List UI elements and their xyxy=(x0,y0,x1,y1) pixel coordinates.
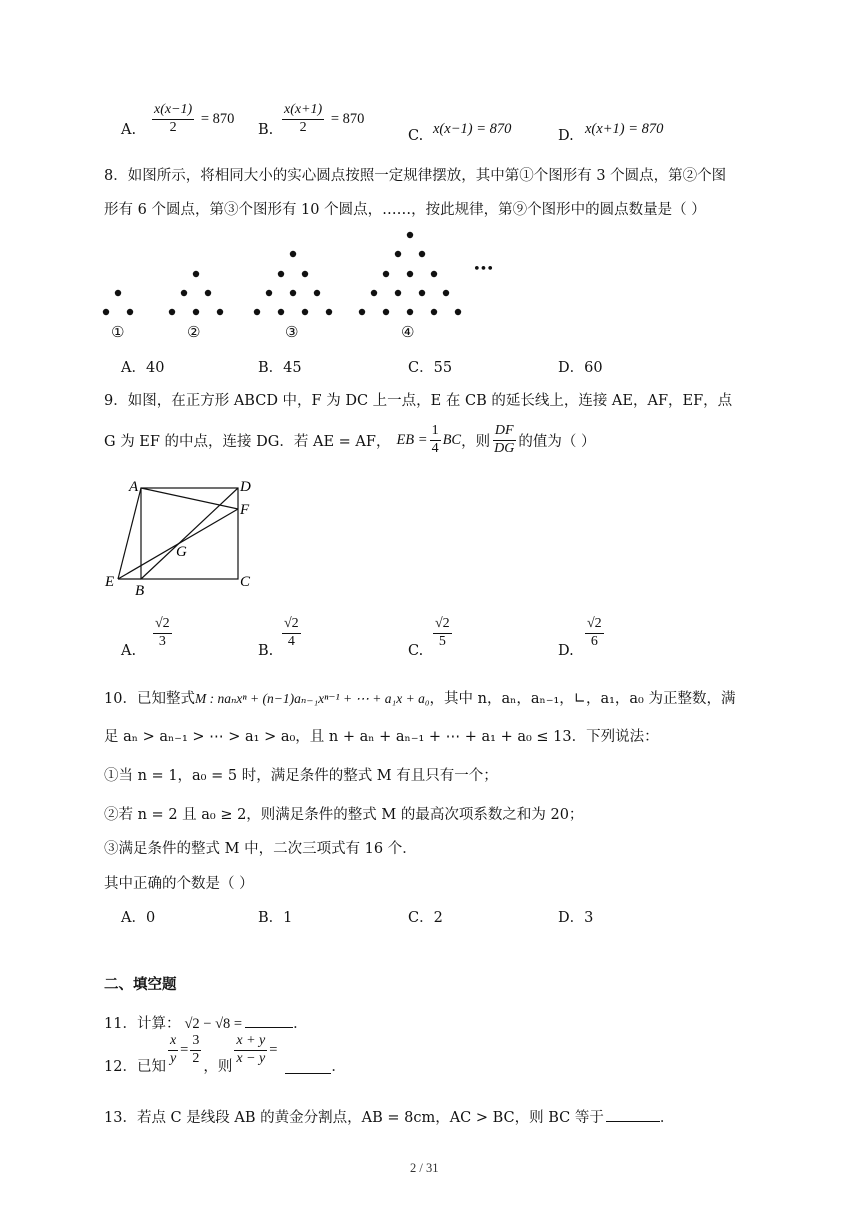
q9-option-d: D. xyxy=(558,643,574,659)
equals-sign: = xyxy=(180,1041,189,1058)
sqrt-expression: √2 − √8 = xyxy=(184,1016,243,1032)
q8-dot-figure xyxy=(96,222,506,347)
q8-option-d: D．60 xyxy=(558,360,603,376)
fraction-denominator: 2 xyxy=(192,1050,200,1066)
q13 xyxy=(104,1106,674,1127)
fraction-numerator: √2 xyxy=(585,617,604,634)
q7-option-b-expr xyxy=(280,103,364,135)
stem-text: 的值为（ ） xyxy=(518,433,596,450)
answer-blank[interactable] xyxy=(285,1073,331,1074)
stem-text: 12．已知 xyxy=(104,1059,166,1076)
fraction-numerator: √2 xyxy=(282,617,301,634)
answer-blank[interactable] xyxy=(606,1121,660,1122)
equation-rhs: = 870 xyxy=(200,111,235,128)
figure-ellipsis: ••• xyxy=(473,262,494,277)
fraction-denominator: x − y xyxy=(236,1050,266,1066)
fraction-numerator: 3 xyxy=(190,1034,201,1051)
q9-option-a-expr xyxy=(151,617,174,649)
point-label-c: C xyxy=(240,574,251,590)
option-letter: D. xyxy=(558,128,574,144)
fraction-denominator: DG xyxy=(494,440,515,456)
equation-rhs: = 870 xyxy=(330,111,365,128)
fraction-denominator: 4 xyxy=(287,633,295,649)
fraction-denominator: 3 xyxy=(158,633,166,649)
answer-blank[interactable] xyxy=(245,1027,293,1028)
equals-sign: = xyxy=(269,1041,278,1058)
q7-option-c xyxy=(408,128,423,144)
point-label-g: G xyxy=(176,544,187,560)
q8-option-a: A．40 xyxy=(121,360,165,376)
q7-option-b xyxy=(258,122,273,138)
q10-option-d: D．3 xyxy=(558,910,594,926)
figure-label-4: ④ xyxy=(401,323,415,341)
fraction-denominator: 4 xyxy=(431,440,439,456)
fraction-numerator: x + y xyxy=(234,1034,267,1051)
point-label-a: A xyxy=(129,479,139,495)
q9-option-a: A. xyxy=(121,643,137,659)
fraction-denominator: 5 xyxy=(438,633,446,649)
q10-option-b: B．1 xyxy=(258,910,293,926)
q11 xyxy=(104,1012,308,1033)
fraction-numerator: 1 xyxy=(430,424,441,441)
q9-option-b-expr xyxy=(280,617,303,649)
stem-text: 10．已知整式 xyxy=(104,691,195,707)
stem-text: ． xyxy=(331,1059,346,1076)
point-label-b: B xyxy=(135,583,145,599)
stem-text: ，则 xyxy=(461,433,491,450)
polynomial-expression: M : naₙxⁿ + (n−1)aₙ₋₁xⁿ⁻¹ + ⋯ + a₁x + a₀ xyxy=(194,691,430,706)
figure-label-1: ① xyxy=(111,323,125,341)
q7-option-c-expr: x(x−1) = 870 xyxy=(433,121,512,137)
fraction-numerator: x(x−1) xyxy=(152,103,194,120)
page-number: 2 / 31 xyxy=(410,1161,439,1175)
q10-statement-3: ③满足条件的整式 M 中，二次三项式有 16 个． xyxy=(104,841,417,857)
q7-option-a-expr xyxy=(150,103,234,135)
fraction-numerator: DF xyxy=(493,424,516,441)
q7-option-a xyxy=(121,122,136,138)
stem-text: ，其中 n，aₙ，aₙ₋₁，∟，a₁，a₀ 为正整数，满 xyxy=(429,691,736,707)
stem-text: ，则 xyxy=(203,1059,233,1076)
q9-option-c-expr xyxy=(431,617,454,649)
stem-text: G 为 EF 的中点，连接 DG．若 AE = AF， xyxy=(104,433,391,450)
point-label-e: E xyxy=(105,574,115,590)
stem-text: 13．若点 C 是线段 AB 的黄金分割点，AB = 8cm，AC > BC，则 BC 等于 xyxy=(104,1110,604,1126)
fraction-numerator: √2 xyxy=(153,617,172,634)
figure-label-3: ③ xyxy=(285,323,299,341)
fraction-denominator: 2 xyxy=(299,119,307,135)
option-letter: C. xyxy=(408,128,424,144)
fraction-denominator: 2 xyxy=(169,119,177,135)
q10-statement-1: ①当 n = 1，a₀ = 5 时，满足条件的整式 M 有且只有一个； xyxy=(104,768,498,784)
q7-option-d xyxy=(558,128,574,144)
q10-question: 其中正确的个数是（ ） xyxy=(104,876,254,892)
option-letter: B. xyxy=(258,122,274,138)
q10-stem-line1 xyxy=(104,687,735,708)
figure-label-2: ② xyxy=(187,323,201,341)
dot-pattern-4 xyxy=(359,232,461,315)
q10-option-a: A．0 xyxy=(121,910,156,926)
q9-square-figure xyxy=(98,474,268,599)
q9-option-c: C. xyxy=(408,643,424,659)
q9-stem-line1: 9．如图，在正方形 ABCD 中，F 为 DC 上一点，E 在 CB 的延长线上，连接 AE，AF，EF，点 xyxy=(104,393,733,409)
stem-text: ． xyxy=(293,1016,308,1032)
dot-pattern-3 xyxy=(254,251,332,315)
q10-option-c: C．2 xyxy=(408,910,443,926)
q8-option-c: C．55 xyxy=(408,360,453,376)
dot-pattern-1 xyxy=(103,290,133,315)
stem-text: 11．计算： xyxy=(104,1016,181,1032)
fraction-denominator: y xyxy=(169,1050,177,1066)
option-letter: A. xyxy=(121,122,137,138)
dot-pattern-2 xyxy=(169,271,223,315)
section-title: 二、填空题 xyxy=(104,977,177,993)
point-label-d: D xyxy=(240,479,251,495)
q9-option-b: B. xyxy=(258,643,274,659)
eb-rhs: BC xyxy=(442,431,462,448)
q8-option-b: B．45 xyxy=(258,360,302,376)
q8-stem-line1: 8．如图所示，将相同大小的实心圆点按照一定规律摆放，其中第①个图形有 3 个圆点，第②个图 xyxy=(104,168,727,184)
fraction-denominator: 6 xyxy=(590,633,598,649)
stem-text: ． xyxy=(659,1110,675,1126)
fraction-numerator: √2 xyxy=(433,617,452,634)
q7-option-d-expr: x(x+1) = 870 xyxy=(585,121,664,137)
q9-stem-line2 xyxy=(104,424,595,456)
q10-stem-line2: 足 aₙ > aₙ₋₁ > ⋯ > a₁ > a₀，且 n + aₙ + aₙ₋₁ + ⋯ + a₁ + a₀ ≤ 13．下列说法： xyxy=(104,729,659,745)
q9-option-d-expr xyxy=(583,617,606,649)
eb-lhs: EB = xyxy=(396,431,428,448)
point-label-f: F xyxy=(240,502,250,518)
fraction-numerator: x xyxy=(168,1034,178,1051)
q10-statement-2: ②若 n = 2 且 a₀ ≥ 2，则满足条件的整式 M 的最高次项系数之和为 20； xyxy=(104,807,584,823)
q12 xyxy=(104,1033,346,1078)
fraction-numerator: x(x+1) xyxy=(282,103,324,120)
q8-stem-line2: 形有 6 个圆点，第③个图形有 10 个圆点，……，按此规律，第⑨个图形中的圆点数量是（ ） xyxy=(104,202,706,218)
